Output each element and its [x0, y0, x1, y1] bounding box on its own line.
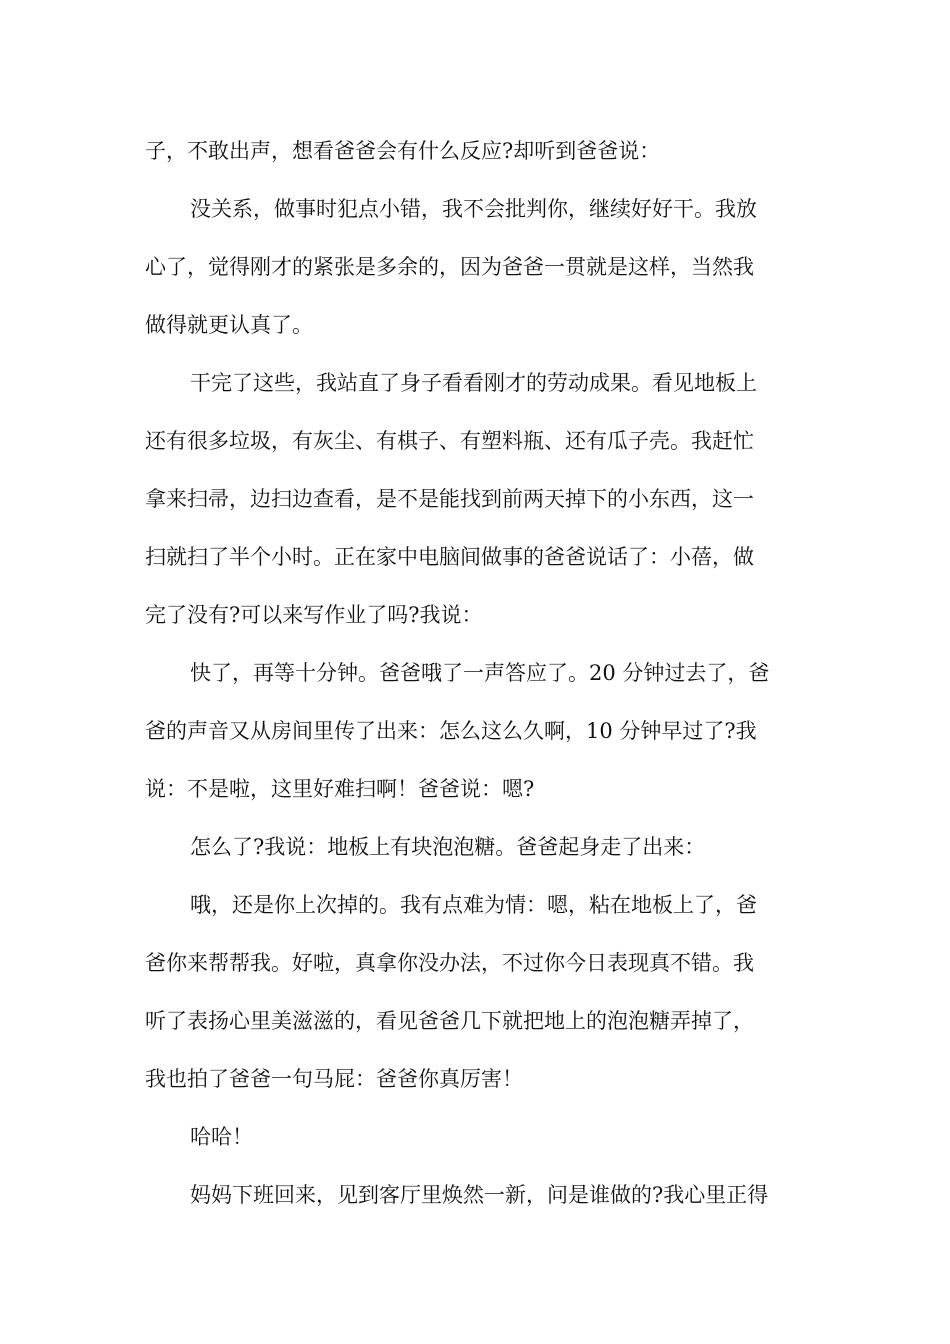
- text-line-19: 妈妈下班回来，见到客厅里焕然一新，问是谁做的?我心里正得: [190, 1183, 769, 1207]
- text-line-1: 子，不敢出声，想看爸爸会有什么反应?却听到爸爸说：: [145, 139, 661, 163]
- text-line-9: 完了没有?可以来写作业了吗?我说：: [145, 603, 483, 627]
- text-line-11: 爸的声音又从房间里传了出来：怎么这么久啊，10 分钟早过了?我: [145, 719, 757, 743]
- text-line-18: 哈哈！: [190, 1125, 253, 1149]
- text-line-2: 没关系，做事时犯点小错，我不会批判你，继续好好干。我放: [190, 197, 757, 221]
- text-line-5: 干完了这些，我站直了身子看看刚才的劳动成果。看见地板上: [190, 371, 757, 395]
- text-line-16: 听了表扬心里美滋滋的，看见爸爸几下就把地上的泡泡糖弄掉了，: [145, 1009, 754, 1033]
- text-line-12: 说：不是啦，这里好难扫啊！爸爸说：嗯?: [145, 777, 535, 801]
- text-line-14: 哦，还是你上次掉的。我有点难为情：嗯，粘在地板上了，爸: [190, 893, 757, 917]
- text-line-15: 爸你来帮帮我。好啦，真拿你没办法，不过你今日表现真不错。我: [145, 951, 754, 975]
- text-line-3: 心了，觉得刚才的紧张是多余的，因为爸爸一贯就是这样，当然我: [145, 255, 754, 279]
- text-line-6: 还有很多垃圾，有灰尘、有棋子、有塑料瓶、还有瓜子壳。我赶忙: [145, 429, 754, 453]
- text-line-4: 做得就更认真了。: [145, 313, 313, 337]
- text-line-8: 扫就扫了半个小时。正在家中电脑间做事的爸爸说话了：小蓓，做: [145, 545, 754, 569]
- text-line-10: 快了，再等十分钟。爸爸哦了一声答应了。20 分钟过去了，爸: [190, 661, 770, 685]
- text-line-13: 怎么了?我说：地板上有块泡泡糖。爸爸起身走了出来：: [190, 835, 706, 859]
- text-line-17: 我也拍了爸爸一句马屁：爸爸你真厉害！: [145, 1067, 523, 1091]
- text-line-7: 拿来扫帚，边扫边查看，是不是能找到前两天掉下的小东西，这一: [145, 487, 754, 511]
